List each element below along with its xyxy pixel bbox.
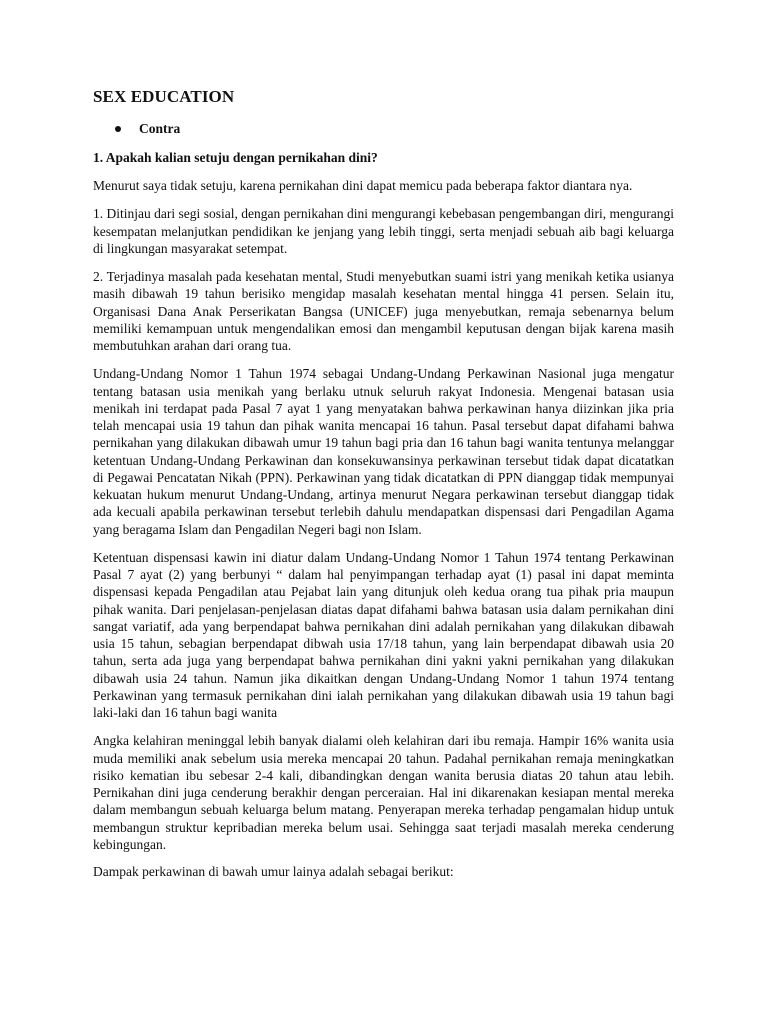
paragraph-birth-rate: Angka kelahiran meninggal lebih banyak dialami oleh kelahiran dari ibu remaja. Hampir 16% wanita usia muda memiliki anak sebelum usia mereka mencapai 20 tahun. Padahal pernikahan remaja meningkatkan risiko kematian ibu sebesar 2-4 kali, dibandingkan dengan wanita berusia diatas 20 tahun atau lebih. Pernikahan dini juga cenderung berakhir dengan perceraian. Hal ini dikarenakan kesiapan mental mereka dalam membangun sebuah keluarga belum matang. Penyerapan mereka terhadap pengamalan hidup untuk membangun struktur kepribadian mereka belum usai. Sehingga saat terjadi masalah mereka cenderung kebingungan.	[93, 733, 674, 852]
bullet-item	[115, 119, 674, 139]
document-page	[93, 86, 674, 880]
paragraph-point-1: 1. Ditinjau dari segi sosial, dengan pernikahan dini mengurangi kebebasan pengembangan diri, mengurangi kesempatan melanjutkan pendidikan ke jenjang yang lebih tinggi, serta menjadi sebuah aib bagi keluarga di lingkungan masyarakat setempat.	[93, 206, 674, 256]
paragraph-intro: Menurut saya tidak setuju, karena pernikahan dini dapat memicu pada beberapa faktor diantara nya.	[93, 178, 633, 193]
document-title: SEX EDUCATION	[93, 87, 235, 106]
paragraph-dispensation: Ketentuan dispensasi kawin ini diatur dalam Undang-Undang Nomor 1 Tahun 1974 tentang Perkawinan Pasal 7 ayat (2) yang berbunyi “ dalam hal penyimpangan terhadap ayat (1) pasal ini dapat meminta dispensasi kepada Pengadilan atau Pejabat lain yang ditunjuk oleh kedua orang tua pihak pria maupun pihak wanita. Dari penjelasan-penjelasan diatas dapat difahami bahwa batasan usia dalam pernikahan dini sangat variatif, ada yang berpendapat bahwa pernikahan dini adalah pernikahan yang dilakukan dibawah usia 15 tahun, sebagian berpendapat dibwah usia 17/18 tahun, yang lain berpendapat dibawah usia 20 tahun, serta ada juga yang berpendapat bahwa pernikahan dini yakni yakni pernikahan yang dilakukan dibawah usia 24 tahun. Namun jika dikaitkan dengan Undang-Undang Nomor 1 tahun 1974 tentang Perkawinan yang termasuk pernikahan dini ialah pernikahan yang dilakukan dibawah usia 19 tahun bagi laki-laki dan 16 tahun bagi wanita	[93, 549, 674, 720]
paragraph-law: Undang-Undang Nomor 1 Tahun 1974 sebagai Undang-Undang Perkawinan Nasional juga mengatur tentang batasan usia menikah yang berlaku utnuk seluruh rakyat Indonesia. Mengenai batasan usia menikah ini terdapat pada Pasal 7 ayat 1 yang menyatakan bahwa perkawinan hanya diizinkan jika pria telah mencapai usia 19 tahun dan pihak wanita mencapai 16 tahun. Pasal tersebut dapat difahami bahwa pernikahan yang dilakukan dibawah umur 19 tahun bagi pria dan 16 tahun bagi wanita tentunya melanggar ketentuan Undang-Undang Perkawinan dan konsekuwansinya perkawinan tersebut tidak dapat dicatatkan di Pegawai Pencatatan Nikah (PPN). Perkawinan yang tidak dicatatkan di PPN dianggap tidak mempunyai kekuatan hukum menurut Undang-Undang, artinya menurut Negara perkawinan tersebut dianggap tidak ada kecuali apabila perkawinan tersebut terlebih dahulu mendapatkan dispensasi dari Pengadilan Agama yang beragama Islam dan Pengadilan Negeri bagi non Islam.	[93, 366, 674, 537]
paragraph-impact: Dampak perkawinan di bawah umur lainya adalah sebagai berikut:	[93, 864, 454, 879]
paragraph-point-2: 2. Terjadinya masalah pada kesehatan mental, Studi menyebutkan suami istri yang menikah ketika usianya masih dibawah 19 tahun berisiko mengidap masalah kesehatan mental hingga 41 persen. Selain itu, Organisasi Dana Anak Perserikatan Bangsa (UNICEF) juga menyebutkan, remaja sebenarnya belum memiliki kemampuan untuk mengendalikan emosi dan mengambil keputusan dengan bijak karena masih membutuhkan arahan dari orang tua.	[93, 269, 674, 353]
bullet-label: Contra	[139, 121, 181, 136]
question-heading: 1. Apakah kalian setuju dengan pernikahan dini?	[93, 150, 378, 165]
bullet-icon	[115, 126, 121, 132]
